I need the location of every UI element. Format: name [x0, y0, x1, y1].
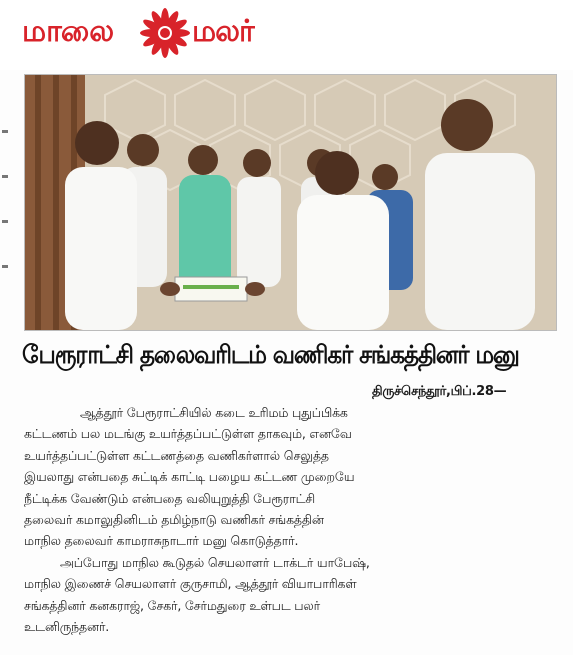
body-line: தலைவர் கமாலுதினிடம் தமிழ்நாடு வணிகர் சங்கத்தின் [24, 511, 324, 527]
masthead-left-word: மாலை [22, 14, 114, 49]
article-dateline: திருச்செந்தூர்,பிப்.28— [372, 384, 507, 399]
margin-mark [2, 130, 8, 133]
body-line: மாநில தலைவர் காமராசுநாடார் மனு கொடுத்தார். [24, 533, 299, 549]
body-line: உடனிருந்தனர். [24, 618, 110, 634]
body-line: உயர்த்தப்பட்டுள்ள கட்டணத்தை வணிகர்ளால் செலுத்த [24, 447, 329, 463]
article-body [24, 402, 556, 652]
body-line: இயலாது என்பதை சுட்டிக் காட்டி பழைய கட்டண முறையே [24, 469, 355, 485]
photo-illustration [25, 75, 556, 330]
body-line: ஆத்தூர் பேரூராட்சியில் கடை உரிமம் புதுப்பிக்க [80, 405, 348, 420]
masthead [0, 0, 573, 70]
body-line: நீட்டிக்க வேண்டும் என்பதை வலியுறுத்தி பேரூராட்சி [24, 490, 315, 506]
margin-mark [2, 220, 8, 223]
body-line: கட்டணம் பல மடங்கு உயர்த்தப்பட்டுள்ள தாகவும், எனவே [24, 426, 352, 442]
article-headline: பேரூராட்சி தலைவரிடம் வணிகர் சங்கத்தினர் மனு [22, 340, 519, 369]
masthead-right-word: மலர் [192, 14, 254, 49]
margin-mark [2, 265, 8, 268]
group-photo-image [24, 74, 557, 331]
body-line: அப்போது மாநில கூடுதல் செயலாளர் டாக்டர் யாபேஷ், [60, 554, 370, 570]
body-line: சங்கத்தினர் கனகராஜ், சேகர், சேர்மதுரை உள்பட பலர் [24, 597, 320, 613]
sun-flower-logo-icon [138, 6, 192, 60]
body-line: மாநில இணைச் செயலாளர் குருசாமி, ஆத்தூர் வியாபாரிகள் [24, 576, 357, 592]
margin-mark [2, 175, 8, 178]
